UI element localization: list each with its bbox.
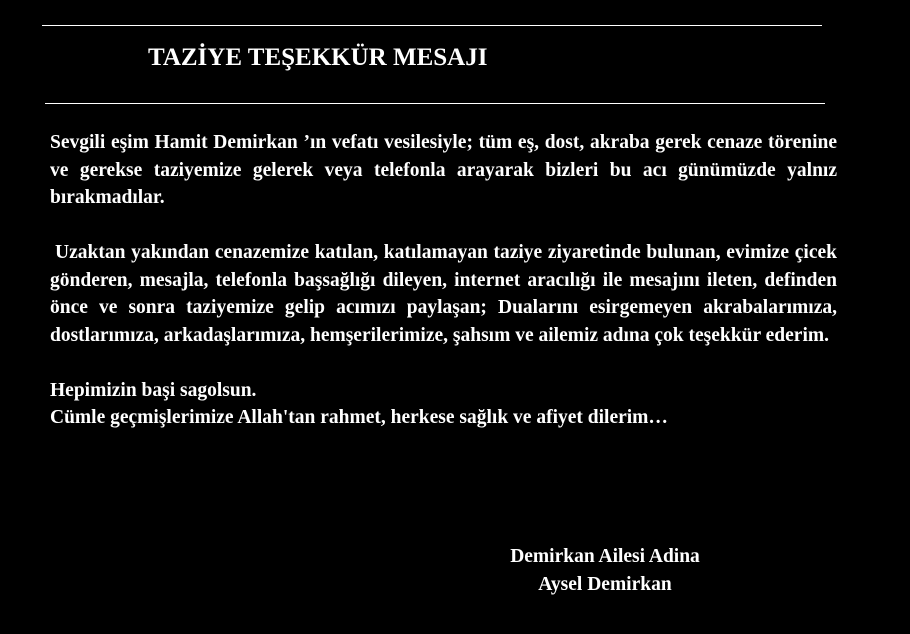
paragraph-intro: Sevgili eşim Hamit Demirkan ’ın vefatı vesilesiyle; tüm eş, dost, akraba gerek cenaze törenine ve gerekse taziyemize gelerek veya telefonla arayarak bizleri bu acı günümüzde yalnız bırakmadılar. (50, 132, 837, 208)
signature-family: Demirkan Ailesi Adina (510, 546, 700, 567)
message-body (50, 129, 837, 432)
paragraph-wishes: Cümle geçmişlerimize Allah'tan rahmet, herkese sağlık ve afiyet dilerim… (50, 407, 668, 428)
signature-name: Aysel Demirkan (538, 574, 672, 595)
page-title: TAZİYE TEŞEKKÜR MESAJI (148, 44, 488, 71)
title-divider (45, 103, 825, 104)
signature-block (470, 543, 740, 599)
top-divider (42, 25, 822, 26)
paragraph-thanks: Uzaktan yakından cenazemize katılan, katılamayan taziye ziyaretinde bulunan, evimize çicek gönderen, mesajla, telefonla başsağlığı dileyen, internet aracılığı ile mesajını ileten, definden önce ve sonra taziyemize gelip acımızı paylaşan; Dualarını esirgemeyen akrabalarımıza, dostlarımıza, arkadaşlarımıza, hemşerilerimize, şahsım ve ailemiz adına çok teşekkür ederim. (50, 242, 837, 346)
paragraph-condolence: Hepimizin başi sagolsun. (50, 379, 257, 401)
